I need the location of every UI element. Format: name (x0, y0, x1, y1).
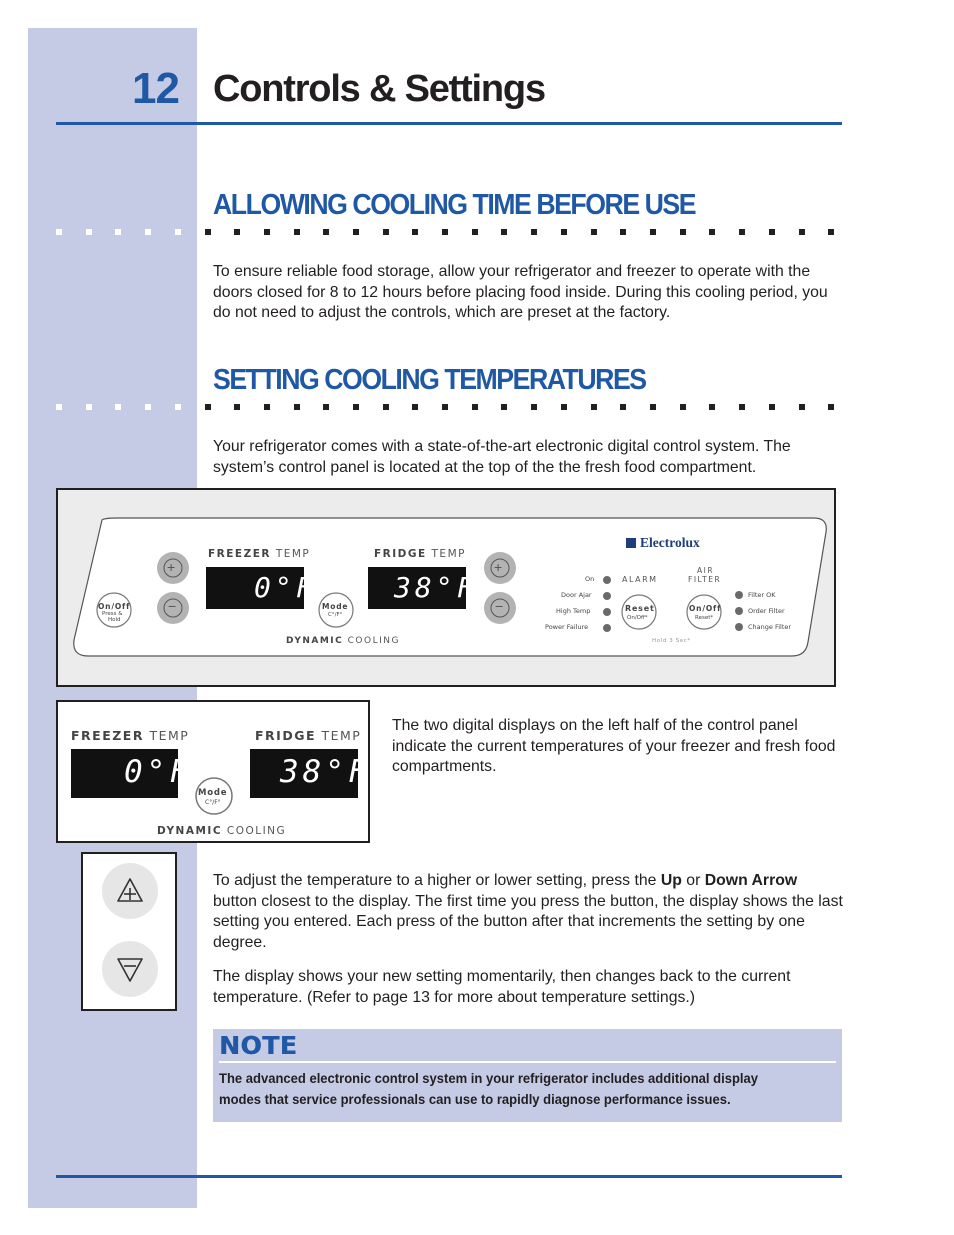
reset-sub: On/Off* (627, 615, 648, 621)
divider-dot (591, 229, 597, 235)
divider-dot (234, 229, 240, 235)
divider-dot (709, 404, 715, 410)
down-arrow-icon[interactable]: − (168, 598, 177, 614)
filter-led-label-order: Order Filter (748, 607, 785, 615)
divider-dot (680, 404, 686, 410)
divider-dot (620, 229, 626, 235)
note-rule (219, 1061, 836, 1063)
divider-dot (264, 229, 270, 235)
control-panel-figure (56, 488, 836, 687)
freezer-display: 0°F (254, 571, 317, 604)
divider-dot (501, 229, 507, 235)
divider-dot (383, 229, 389, 235)
divider-dot (828, 229, 834, 235)
divider-dot (86, 229, 92, 235)
up-arrow-icon[interactable]: + (167, 559, 176, 575)
divider-dot (353, 404, 359, 410)
alarm-led (603, 608, 611, 616)
divider-dot (828, 404, 834, 410)
closeup-description: The two digital displays on the left half of the control panel indicate the current temperatures of your freezer and fresh food compartments. (392, 717, 836, 775)
divider-dot (472, 404, 478, 410)
display-closeup-figure (56, 700, 370, 843)
section-body-cooling-temps: Your refrigerator comes with a state-of-the-art electronic digital control system. The system’s control panel is located at the top of the the fresh food compartment. (213, 438, 791, 476)
filter-led (735, 623, 743, 631)
divider-dot (294, 404, 300, 410)
dynamic-cooling-label: DYNAMIC COOLING (286, 636, 400, 646)
alarm-led-label-on: On (585, 575, 595, 583)
air-filter-label: AIR (697, 566, 715, 575)
divider-dot (442, 404, 448, 410)
filter-led (735, 607, 743, 615)
divider-dot (264, 404, 270, 410)
filter-led-label-change: Change Filter (748, 623, 792, 631)
divider-dot (531, 229, 537, 235)
fridge-display: 38°F (394, 571, 478, 604)
air-filter-label: FILTER (688, 575, 722, 584)
arrows-description: To adjust the temperature to a higher or lower setting, press the Up or Down Arrow button closest to the display. The first time you press the button, the display shows the last setting you entered. Each press of the button after that increments the setting by one degree. (213, 872, 843, 951)
alarm-led-label-power-failure: Power Failure (545, 623, 589, 631)
section-heading-cooling-temps: SETTING COOLING TEMPERATURES (213, 364, 646, 396)
divider-dot (56, 404, 62, 410)
onoff-sub: Hold (108, 617, 121, 623)
divider-dot (561, 404, 567, 410)
divider-dot (205, 229, 211, 235)
dynamic-cooling-label: DYNAMIC COOLING (157, 825, 287, 837)
divider-dot (383, 404, 389, 410)
divider-dot (234, 404, 240, 410)
divider-dot (115, 229, 121, 235)
divider-dot (769, 404, 775, 410)
divider-dot (323, 404, 329, 410)
divider-dot (353, 229, 359, 235)
divider-dot (620, 404, 626, 410)
divider-dot (799, 404, 805, 410)
divider-dot (145, 404, 151, 410)
divider-dot (294, 229, 300, 235)
fridge-display: 38°F (280, 754, 371, 790)
alarm-led (603, 592, 611, 600)
divider-dot (472, 229, 478, 235)
mode-button[interactable]: Mode (322, 602, 349, 611)
arrow-buttons-figure (81, 852, 177, 1011)
alarm-led (603, 624, 611, 632)
mode-button[interactable]: Mode (198, 788, 228, 798)
fridge-temp-label: FRIDGE TEMP (255, 728, 362, 743)
filter-led-label-ok: Filter OK (748, 591, 776, 599)
down-arrow-button[interactable] (102, 941, 158, 997)
mode-sub: C°/F° (328, 612, 343, 618)
page-number: 12 (132, 64, 179, 113)
divider-dot (769, 229, 775, 235)
divider-dot (115, 404, 121, 410)
section-heading-cooling-time: ALLOWING COOLING TIME BEFORE USE (213, 189, 696, 221)
divider-dot (323, 229, 329, 235)
divider-dot (739, 404, 745, 410)
filter-onoff-button[interactable]: On/Off (689, 604, 722, 613)
brand-logo: Electrolux (640, 535, 700, 550)
freezer-display: 0°F (124, 754, 192, 790)
divider-dot (86, 404, 92, 410)
page-title: Controls & Settings (213, 68, 545, 110)
divider-dot (531, 404, 537, 410)
divider-dot (709, 229, 715, 235)
divider-dot (56, 229, 62, 235)
up-arrow-icon[interactable]: + (494, 559, 503, 575)
note-body: The advanced electronic control system in your refrigerator includes additional display modes that service professionals can use to rapidly diagnose performance issues. (219, 1070, 759, 1107)
hold-note: Hold 3 Sec* (652, 638, 691, 644)
onoff-sub: Press & (102, 611, 123, 617)
divider-dot (501, 404, 507, 410)
divider-dot (799, 229, 805, 235)
filter-onoff-sub: Reset* (695, 615, 714, 621)
alarm-led (603, 576, 611, 584)
divider-dot (412, 229, 418, 235)
divider-dot (175, 229, 181, 235)
divider-dot (561, 229, 567, 235)
down-arrow-icon[interactable]: − (495, 598, 504, 614)
footer-rule (56, 1175, 842, 1178)
divider-dot (442, 229, 448, 235)
arrows-description-2: The display shows your new setting momentarily, then changes back to the current temperature. (Refer to page 13 for more about temperature settings.) (213, 968, 791, 1006)
fridge-temp-label: FRIDGE TEMP (374, 548, 466, 560)
divider-dot (145, 229, 151, 235)
reset-button[interactable]: Reset (625, 604, 655, 613)
alarm-led-label-high-temp: High Temp (556, 607, 591, 615)
divider-dot (412, 404, 418, 410)
freezer-temp-label: FREEZER TEMP (208, 548, 311, 560)
divider-dot (175, 404, 181, 410)
dotted-divider (56, 229, 842, 235)
divider-dot (591, 404, 597, 410)
divider-dot (205, 404, 211, 410)
divider-dot (650, 229, 656, 235)
filter-led (735, 591, 743, 599)
divider-dot (680, 229, 686, 235)
up-arrow-button[interactable] (102, 863, 158, 919)
alarm-led-label-door-ajar: Door Ajar (561, 591, 592, 599)
header-rule (56, 122, 842, 125)
note-title: NOTE (219, 1031, 298, 1060)
divider-dot (650, 404, 656, 410)
onoff-button[interactable]: On/Off (98, 602, 131, 611)
freezer-temp-label: FREEZER TEMP (71, 728, 190, 743)
divider-dot (739, 229, 745, 235)
mode-sub: C°/F° (205, 799, 221, 806)
dotted-divider (56, 404, 842, 410)
alarm-label: ALARM (622, 575, 658, 584)
section-body-cooling-time: To ensure reliable food storage, allow your refrigerator and freezer to operate with the doors closed for 8 to 12 hours before placing food inside. During this cooling period, you do not need to adjust the controls, which are preset at the factory. (213, 263, 828, 321)
